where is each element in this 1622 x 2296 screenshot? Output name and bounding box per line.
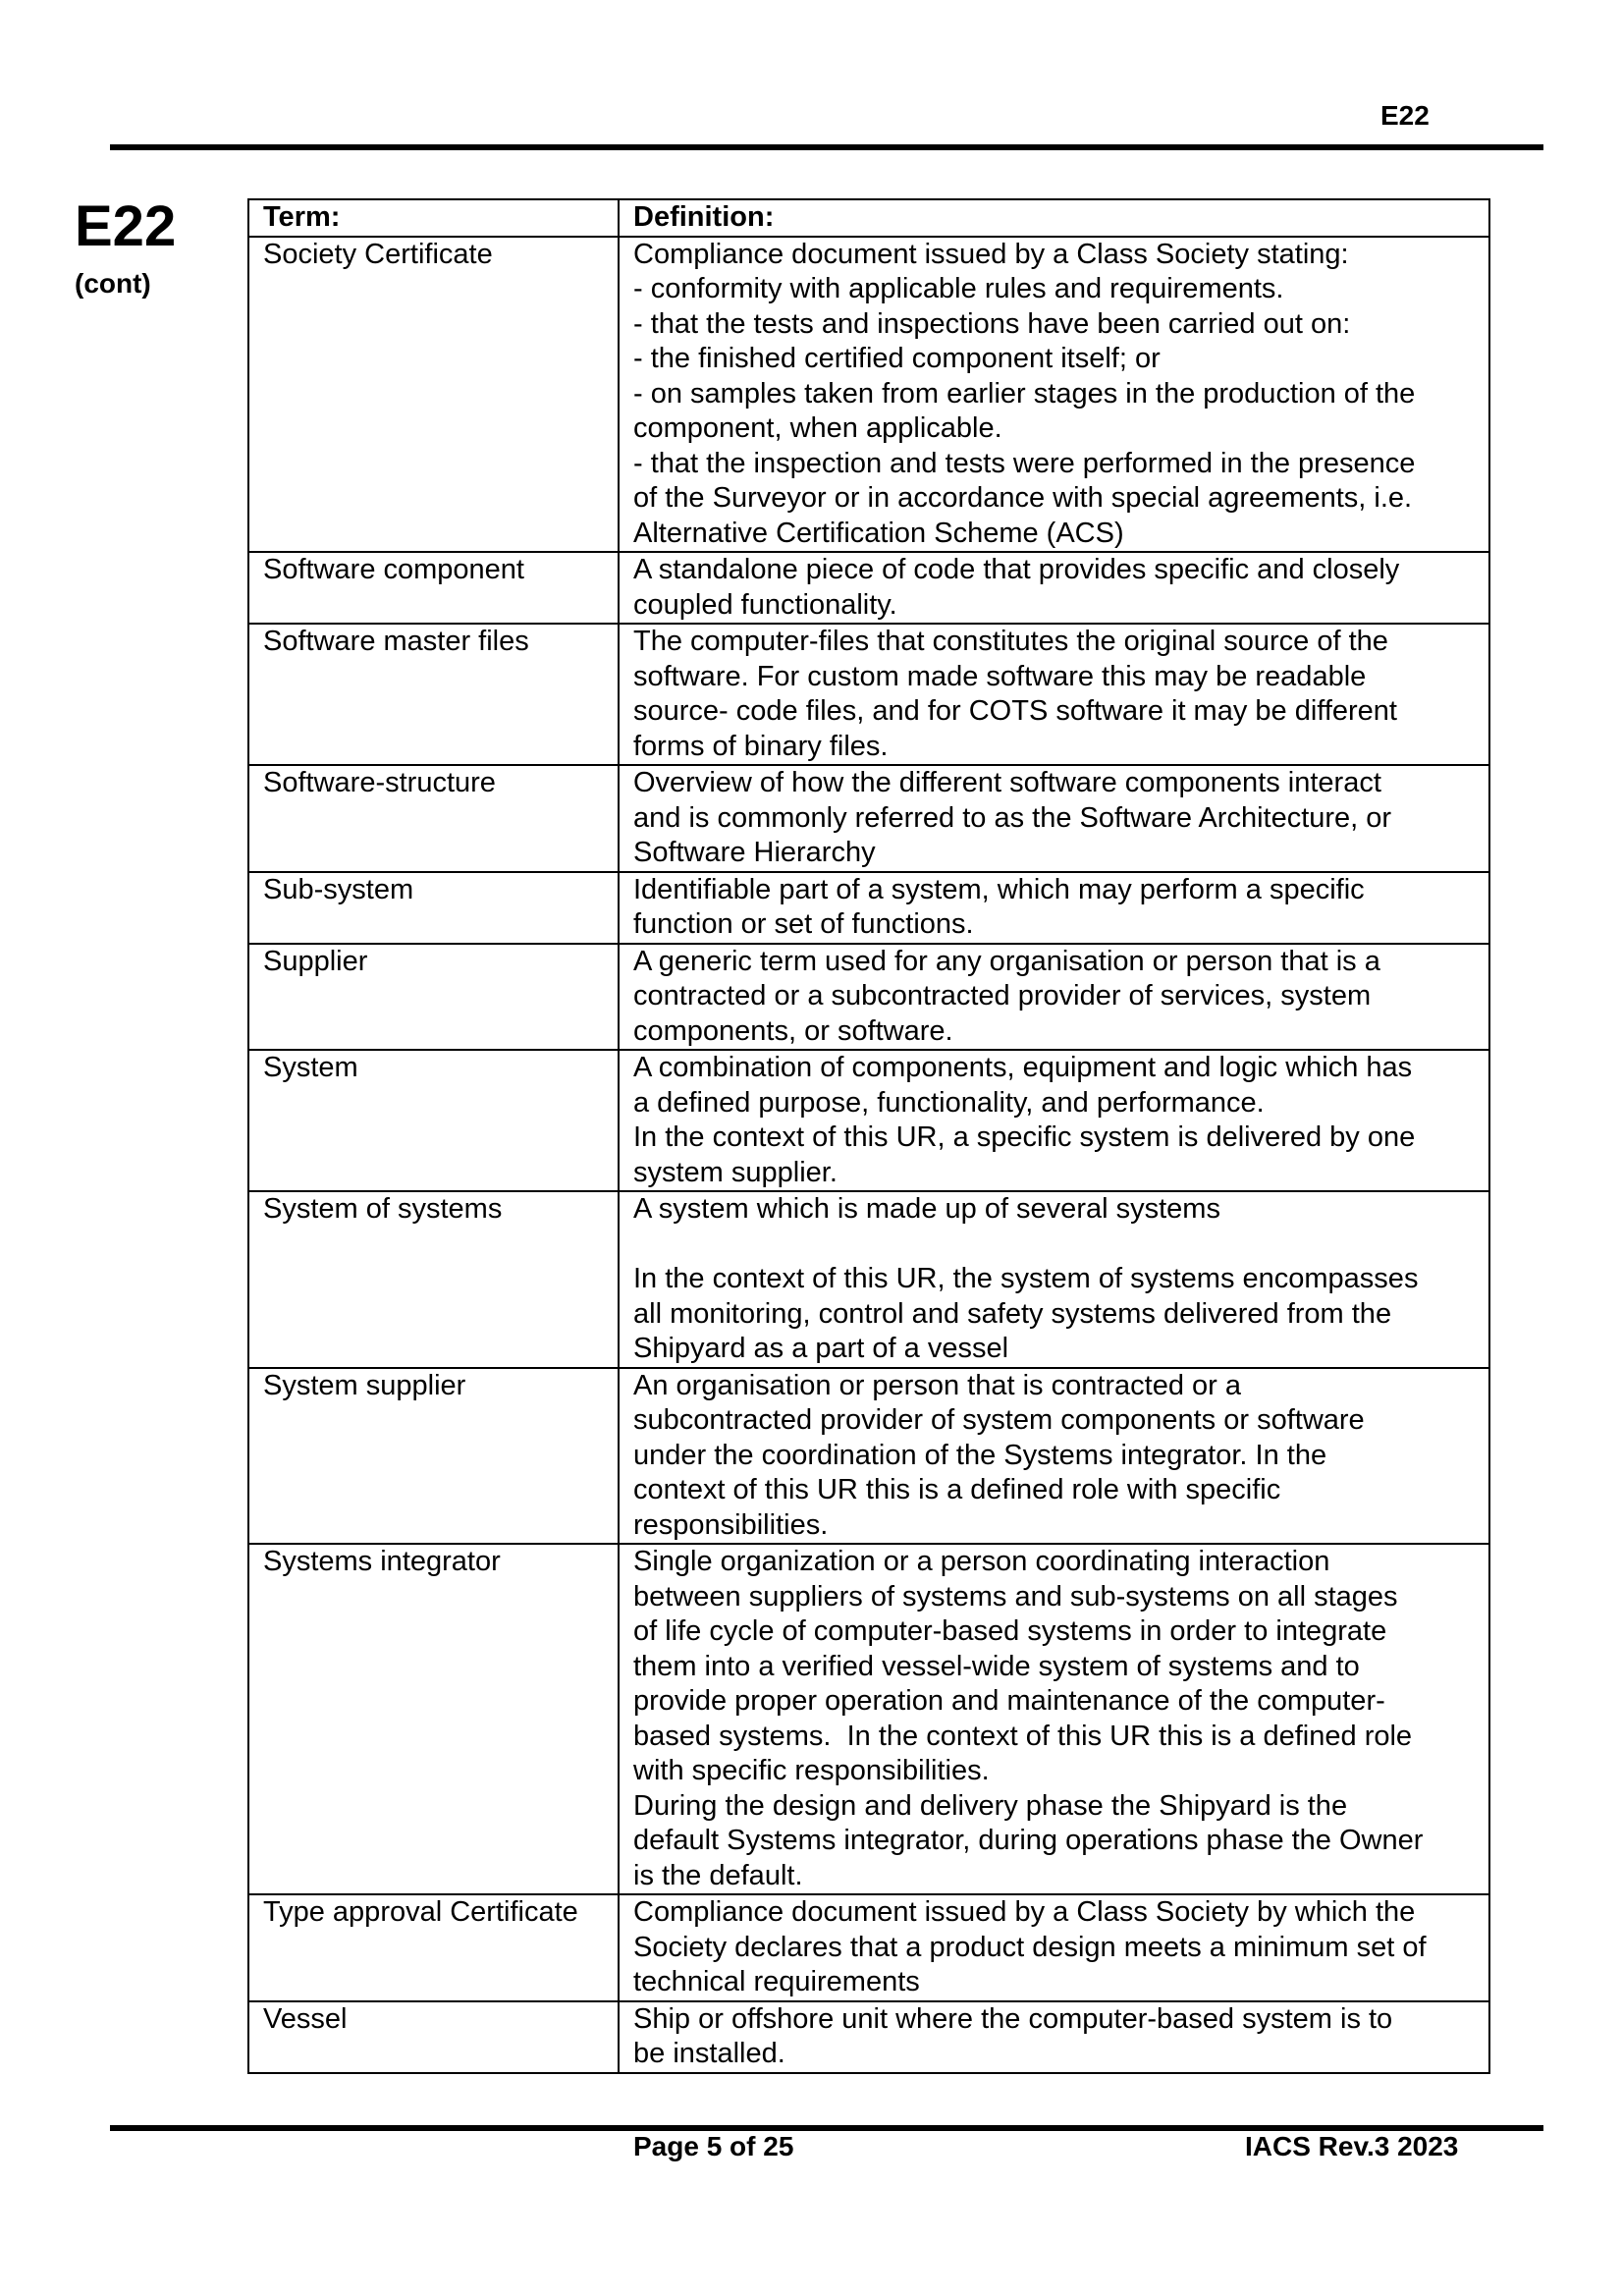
definition-line: them into a verified vessel-wide system of systems and to	[633, 1650, 1360, 1682]
term-text: Sub-system	[263, 873, 414, 905]
definition-line: Shipyard as a part of a vessel	[633, 1333, 1009, 1364]
header-document-code: E22	[1380, 100, 1430, 131]
definition-line: An organisation or person that is contracted or a	[633, 1369, 1242, 1401]
term-column-header: Term:	[248, 199, 619, 237]
term-text: Software component	[263, 554, 524, 585]
definition-cell	[619, 1544, 1489, 1894]
definition-line: under the coordination of the Systems integrator. In the	[633, 1439, 1327, 1471]
definition-cell	[619, 765, 1489, 872]
definition-line: Compliance document issued by a Class Society by which the	[633, 1896, 1416, 1928]
definition-line: The computer-files that constitutes the original source of the	[633, 626, 1388, 657]
definition-line: In the context of this UR, the system of systems encompasses	[633, 1263, 1419, 1294]
definition-line: In the context of this UR, a specific system is delivered by one	[633, 1121, 1416, 1153]
definition-line: - that the tests and inspections have been carried out on:	[633, 307, 1351, 340]
term-text: System supplier	[263, 1369, 466, 1401]
table-row	[248, 552, 1489, 624]
term-cell	[248, 944, 619, 1051]
table-row	[248, 1894, 1489, 2001]
definition-line: between suppliers of systems and sub-systems on all stages	[633, 1580, 1398, 1613]
definition-cell	[619, 2001, 1489, 2073]
definition-line: contracted or a subcontracted provider of services, system	[633, 980, 1372, 1011]
definition-line: of the Surveyor or in accordance with special agreements, i.e.	[633, 482, 1413, 514]
definition-line: with specific responsibilities.	[633, 1755, 990, 1786]
definition-line: function or set of functions.	[633, 908, 974, 940]
definition-line: responsibilities.	[633, 1508, 829, 1541]
table-row	[248, 765, 1489, 872]
definition-line: a defined purpose, functionality, and performance.	[633, 1086, 1265, 1119]
definition-line: Software Hierarchy	[633, 837, 876, 868]
definition-cell	[619, 1368, 1489, 1545]
definition-line: A system which is made up of several systems	[633, 1193, 1220, 1225]
definition-line: - the finished certified component itself; or	[633, 343, 1161, 374]
definition-column-header: Definition:	[619, 199, 1489, 237]
definition-line: During the design and delivery phase the Shipyard is the	[633, 1789, 1348, 1822]
definition-line: A standalone piece of code that provides specific and closely	[633, 554, 1400, 585]
definition-line: Alternative Certification Scheme (ACS)	[633, 517, 1124, 549]
term-cell	[248, 1050, 619, 1191]
term-text: Software master files	[263, 626, 529, 657]
definition-cell	[619, 552, 1489, 624]
definition-line: software. For custom made software this may be readable	[633, 660, 1367, 692]
term-cell	[248, 624, 619, 765]
term-text: System	[263, 1052, 358, 1083]
table-row	[248, 1050, 1489, 1191]
definition-line: components, or software.	[633, 1014, 953, 1047]
table-row	[248, 872, 1489, 944]
table-row	[248, 2001, 1489, 2073]
term-cell	[248, 872, 619, 944]
side-continued-label: (cont)	[75, 268, 151, 299]
term-cell	[248, 2001, 619, 2073]
definition-line: and is commonly referred to as the Software Architecture, or	[633, 801, 1392, 834]
definition-cell	[619, 624, 1489, 765]
definition-line: be installed.	[633, 2038, 785, 2069]
term-cell	[248, 1368, 619, 1545]
definition-line: Identifiable part of a system, which may perform a specific	[633, 873, 1365, 905]
definition-cell	[619, 872, 1489, 944]
definition-line: of life cycle of computer-based systems in order to integrate	[633, 1615, 1387, 1647]
definitions-table	[247, 198, 1490, 2074]
term-text: Vessel	[263, 2002, 348, 2035]
definition-cell	[619, 237, 1489, 553]
term-cell	[248, 1544, 619, 1894]
term-cell	[248, 765, 619, 872]
definition-line: forms of binary files.	[633, 730, 889, 762]
definition-cell	[619, 1050, 1489, 1191]
definition-line: - on samples taken from earlier stages in the production of the	[633, 377, 1416, 410]
table-header-row	[248, 199, 1489, 237]
definition-line: component, when applicable.	[633, 412, 1002, 444]
term-text: Type approval Certificate	[263, 1896, 578, 1928]
page-number: Page 5 of 25	[633, 2131, 794, 2161]
term-cell	[248, 1894, 619, 2001]
definition-line: coupled functionality.	[633, 588, 897, 621]
revision-label: IACS Rev.3 2023	[1245, 2131, 1459, 2161]
definition-line: context of this UR this is a defined role with specific	[633, 1474, 1281, 1505]
term-cell	[248, 237, 619, 553]
definition-line: system supplier.	[633, 1156, 838, 1188]
definition-line: provide proper operation and maintenance of the computer-	[633, 1685, 1385, 1717]
side-document-code: E22	[75, 194, 177, 258]
term-cell	[248, 1191, 619, 1368]
table-row	[248, 237, 1489, 553]
definition-cell	[619, 944, 1489, 1051]
definition-line: Single organization or a person coordinating interaction	[633, 1546, 1330, 1577]
table-row	[248, 1544, 1489, 1894]
header-rule	[110, 144, 1543, 150]
definition-line: is the default.	[633, 1859, 803, 1891]
definition-cell	[619, 1191, 1489, 1368]
definition-line: technical requirements	[633, 1966, 920, 1997]
definition-line: A combination of components, equipment and logic which has	[633, 1052, 1413, 1083]
definition-line: Ship or offshore unit where the computer-based system is to	[633, 2002, 1393, 2035]
definition-line: source- code files, and for COTS software it may be different	[633, 695, 1397, 727]
definition-line: all monitoring, control and safety systems delivered from the	[633, 1297, 1392, 1330]
term-text: Supplier	[263, 945, 368, 977]
definition-line	[633, 1228, 1477, 1263]
definition-line: default Systems integrator, during operations phase the Owner	[633, 1825, 1424, 1856]
table-row	[248, 1368, 1489, 1545]
definition-line: - that the inspection and tests were performed in the presence	[633, 447, 1416, 479]
definition-line: Compliance document issued by a Class Society stating:	[633, 238, 1349, 270]
definitions-body	[248, 237, 1489, 2073]
term-text: Systems integrator	[263, 1546, 501, 1577]
definition-line: Overview of how the different software components interact	[633, 767, 1381, 798]
definition-line: Society declares that a product design meets a minimum set of	[633, 1931, 1427, 1963]
definition-line: A generic term used for any organisation or person that is a	[633, 945, 1380, 977]
term-text: Society Certificate	[263, 238, 493, 270]
table-row	[248, 1191, 1489, 1368]
definition-line: based systems. In the context of this UR this is a defined role	[633, 1720, 1413, 1752]
term-text: Software-structure	[263, 767, 496, 798]
table-row	[248, 624, 1489, 765]
definition-line: subcontracted provider of system components or software	[633, 1404, 1365, 1436]
definition-line: - conformity with applicable rules and requirements.	[633, 273, 1284, 304]
definition-cell	[619, 1894, 1489, 2001]
table-row	[248, 944, 1489, 1051]
term-text: System of systems	[263, 1193, 503, 1225]
term-cell	[248, 552, 619, 624]
